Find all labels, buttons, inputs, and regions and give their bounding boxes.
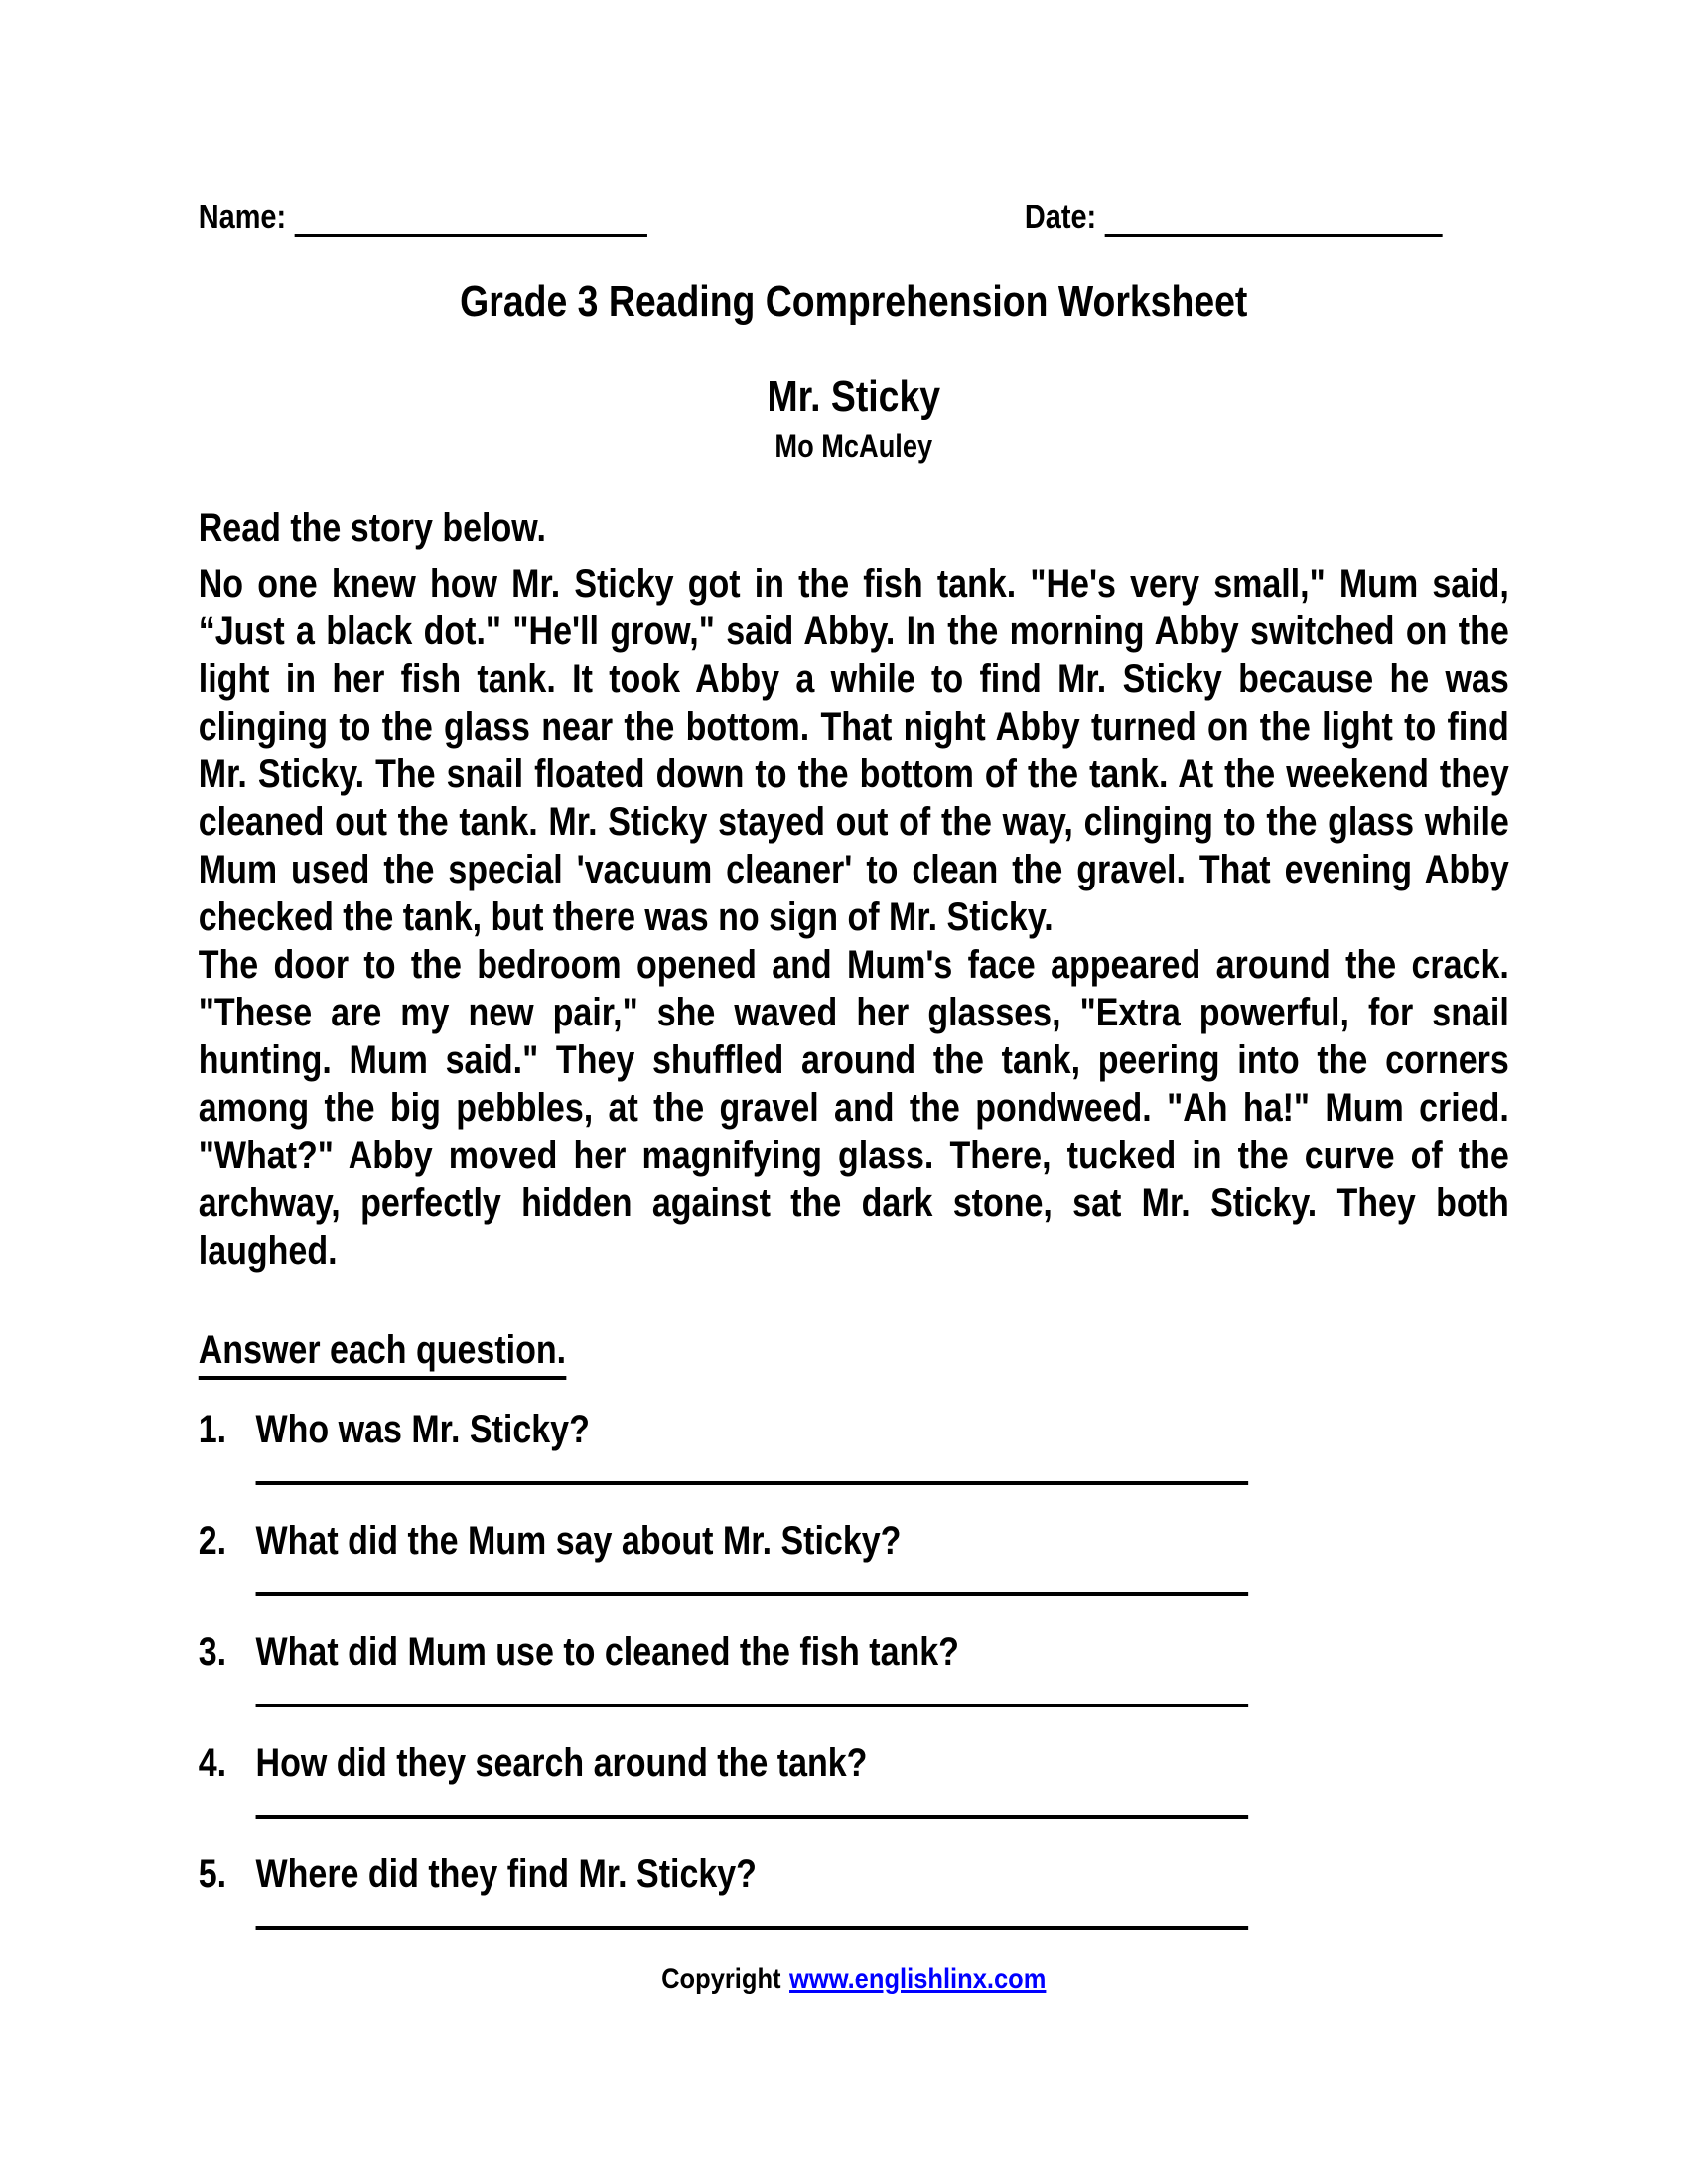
answer-blank-line-5 — [256, 1926, 1249, 1930]
question-number: 1. — [198, 1408, 227, 1451]
question-item-3 — [199, 1628, 1509, 1707]
page-title: Grade 3 Reading Comprehension Worksheet — [460, 277, 1248, 326]
story-paragraph-2: The door to the bedroom opened and Mum's face appeared around the crack. "These are my new pair," she waved her glasses, "Extra powerful, for snail hunting. Mum said." They shuffled around the tank, peering into the corners among the big pebbles, at the gravel and the pondweed. "Ah ha!" Mum cried. "What?" Abby moved her magnifying glass. There, tucked in the curve of the archway, perfectly hidden against the dark stone, sat Mr. Sticky. They both laughed. — [198, 943, 1509, 1273]
question-number: 5. — [198, 1852, 227, 1896]
copyright-label: Copyright — [661, 1963, 781, 1995]
question-row — [199, 1628, 1509, 1676]
footer — [199, 1962, 1509, 1997]
question-text: What did Mum use to cleaned the fish tank? — [255, 1630, 959, 1674]
questions-list — [199, 1406, 1509, 1930]
story-paragraph-1: No one knew how Mr. Sticky got in the fish tank. "He's very small," Mum said, “Just a black dot." "He'll grow," said Abby. In the morning Abby switched on the light in her fish tank. It took Abby a while to find Mr. Sticky because he was clinging to the glass near the bottom. That night Abby turned on the light to find Mr. Sticky. The snail floated down to the bottom of the tank. At the weekend they cleaned out the tank. Mr. Sticky stayed out of the way, clinging to the glass while Mum used the special 'vacuum cleaner' to clean the gravel. That evening Abby checked the tank, but there was no sign of Mr. Sticky. — [198, 562, 1509, 939]
date-blank-line — [1105, 202, 1443, 237]
name-blank-line — [295, 202, 647, 237]
answer-blank-line-2 — [256, 1592, 1249, 1596]
date-group — [1025, 199, 1443, 237]
date-label: Date: — [1024, 199, 1097, 236]
question-row — [199, 1406, 1509, 1453]
question-number: 2. — [198, 1519, 227, 1563]
question-item-4 — [199, 1739, 1509, 1819]
question-number: 3. — [198, 1630, 227, 1674]
copyright-link[interactable]: www.englishlinx.com — [789, 1963, 1047, 1995]
story-author: Mo McAuley — [774, 428, 933, 464]
answer-blank-line-3 — [256, 1704, 1249, 1707]
question-text: What did the Mum say about Mr. Sticky? — [255, 1519, 902, 1563]
question-item-5 — [199, 1850, 1509, 1930]
question-row — [199, 1850, 1509, 1898]
questions-heading: Answer each question. — [199, 1326, 566, 1380]
question-row — [199, 1739, 1509, 1787]
answer-blank-line-4 — [256, 1815, 1249, 1819]
question-text: Who was Mr. Sticky? — [255, 1408, 590, 1451]
story-title: Mr. Sticky — [767, 372, 941, 421]
question-text: How did they search around the tank? — [255, 1741, 868, 1785]
question-item-2 — [199, 1517, 1509, 1596]
name-date-row — [199, 199, 1509, 246]
question-text: Where did they find Mr. Sticky? — [255, 1852, 757, 1896]
question-row — [199, 1517, 1509, 1565]
question-item-1 — [199, 1406, 1509, 1485]
answer-blank-line-1 — [256, 1481, 1249, 1485]
name-label: Name: — [198, 199, 287, 236]
question-number: 4. — [198, 1741, 227, 1785]
read-instruction: Read the story below. — [198, 506, 546, 550]
questions-heading-row — [199, 1326, 1509, 1380]
